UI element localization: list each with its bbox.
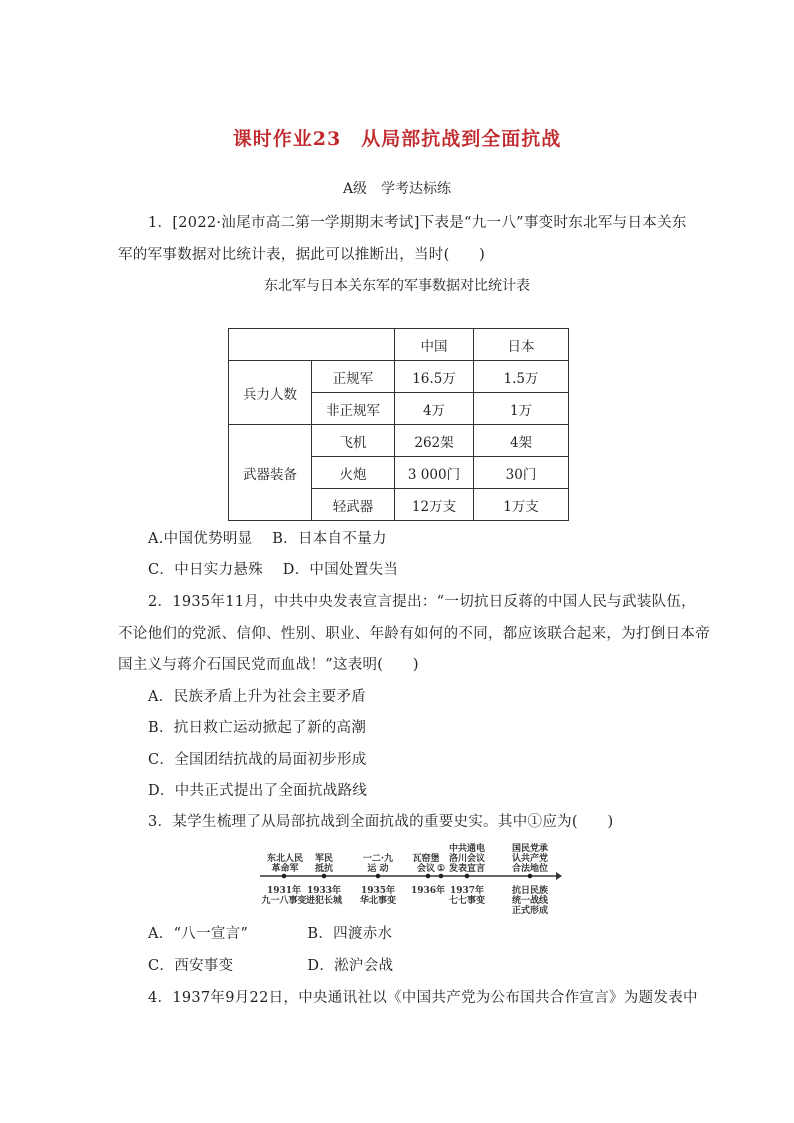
table-cell-japan: 1万支 xyxy=(474,489,569,521)
table-row-item: 火炮 xyxy=(312,457,395,489)
timeline-marker-label: ① xyxy=(436,864,446,874)
timeline-bottom-label: 1933年 xyxy=(306,886,342,896)
q2-option-d: D．中共正式提出了全面抗战路线 xyxy=(148,783,368,799)
timeline-dot xyxy=(465,874,470,879)
table-group-label: 武器装备 xyxy=(229,425,312,521)
table-header-china: 中国 xyxy=(395,329,474,361)
table-cell-china: 16.5万 xyxy=(395,361,474,393)
timeline-dot xyxy=(322,874,327,879)
table-group-label: 兵力人数 xyxy=(229,361,312,425)
timeline-bottom-label: 统一战线 xyxy=(511,896,549,906)
q1-stem-line2: 军的军事数据对比统计表，据此可以推断出，当时( ) xyxy=(118,247,486,263)
q2-stem-line1: 2．1935年11月，中共中央发表宣言提出：“一切抗日反蒋的中国人民与武装队伍， xyxy=(148,594,696,610)
table-cell-china: 12万支 xyxy=(395,489,474,521)
timeline-top-label: 一二·九 xyxy=(362,854,394,864)
timeline-bottom-label: 抗日民族 xyxy=(511,886,549,896)
q2-stem-line2: 不论他们的党派、信仰、性别、职业、年龄有如何的不同，都应该联合起来，为打倒日本帝 xyxy=(118,626,710,642)
q3-options-line2: C．西安事变 D．淞沪会战 xyxy=(148,958,394,974)
timeline-bottom-label: 1935年 xyxy=(360,886,396,896)
timeline-top-label: 中共通电 xyxy=(448,844,486,854)
table-cell-japan: 30门 xyxy=(474,457,569,489)
q3-stem-line1: 3．某学生梳理了从局部抗战到全面抗战的重要史实。其中①应为( ) xyxy=(148,814,614,830)
timeline-bottom-label: 1931年 xyxy=(266,886,302,896)
timeline-bottom-label: 九一八事变 xyxy=(261,896,307,906)
timeline-dot xyxy=(426,874,431,879)
timeline-top-label: 发表宣言 xyxy=(448,864,486,874)
timeline-dot xyxy=(528,874,533,879)
table-cell-japan: 1万 xyxy=(474,393,569,425)
timeline-bottom-label: 进犯长城 xyxy=(305,896,343,906)
timeline-top-label: 瓦窑堡 xyxy=(412,854,440,864)
timeline-top-label: 洛川会议 xyxy=(448,854,486,864)
q1-table-caption: 东北军与日本关东军的军事数据对比统计表 xyxy=(264,278,530,294)
timeline-top-label: 革命军 xyxy=(271,864,299,874)
table-row-item: 非正规军 xyxy=(312,393,395,425)
q3-timeline-figure xyxy=(258,836,562,916)
timeline-bottom-label: 七七事变 xyxy=(448,896,486,906)
table-cell-china: 4万 xyxy=(395,393,474,425)
timeline-bottom-label: 1936年 xyxy=(410,886,446,896)
q1-data-table xyxy=(228,328,569,521)
table-cell-japan: 4架 xyxy=(474,425,569,457)
q1-stem-line1: 1．[2022·汕尾市高二第一学期期末考试]下表是“九一八”事变时东北军与日本关东 xyxy=(148,215,687,231)
q1-options-line2: C．中日实力悬殊 D．中国处置失当 xyxy=(148,562,399,578)
timeline-top-label: 会议 xyxy=(416,864,436,874)
table-row-item: 飞机 xyxy=(312,425,395,457)
q2-option-b: B．抗日救亡运动掀起了新的高潮 xyxy=(148,720,367,736)
timeline-dot xyxy=(439,874,444,879)
timeline-dot xyxy=(282,874,287,879)
timeline-bottom-label: 1937年 xyxy=(449,886,485,896)
timeline-arrow-icon xyxy=(556,872,562,880)
table-cell-china: 3 000门 xyxy=(395,457,474,489)
timeline-top-label: 军民 xyxy=(314,854,334,864)
timeline-top-label: 运 动 xyxy=(367,864,389,874)
table-row-item: 正规军 xyxy=(312,361,395,393)
q2-option-a: A．民族矛盾上升为社会主要矛盾 xyxy=(148,689,366,705)
timeline-bottom-label: 华北事变 xyxy=(359,896,397,906)
q2-stem-line3: 国主义与蒋介石国民党而血战！”这表明( ) xyxy=(118,657,419,673)
table-row-item: 轻武器 xyxy=(312,489,395,521)
timeline-top-label: 合法地位 xyxy=(511,864,549,874)
timeline-top-label: 国民党承 xyxy=(511,844,549,854)
section-level: A级 学考达标练 xyxy=(342,181,452,197)
table-cell-japan: 1.5万 xyxy=(474,361,569,393)
q2-option-c: C．全国团结抗战的局面初步形成 xyxy=(148,752,367,768)
timeline-top-label: 认共产党 xyxy=(511,854,549,864)
q4-stem-line1: 4．1937年9月22日，中央通讯社以《中国共产党为公布国共合作宣言》为题发表中 xyxy=(148,990,698,1006)
timeline-bottom-label: 正式形成 xyxy=(511,906,549,916)
table-corner-cell xyxy=(229,329,395,361)
q1-options-line1: A.中国优势明显 B．日本自不量力 xyxy=(148,531,387,547)
timeline-top-label: 东北人民 xyxy=(266,854,304,864)
q3-options-line1: A．“八一宣言” B．四渡赤水 xyxy=(148,926,393,942)
timeline-top-label: 抵抗 xyxy=(314,864,334,874)
table-header-japan: 日本 xyxy=(474,329,569,361)
timeline-dot xyxy=(376,874,381,879)
table-cell-china: 262架 xyxy=(395,425,474,457)
page-title: 课时作业23 从局部抗战到全面抗战 xyxy=(232,128,562,150)
